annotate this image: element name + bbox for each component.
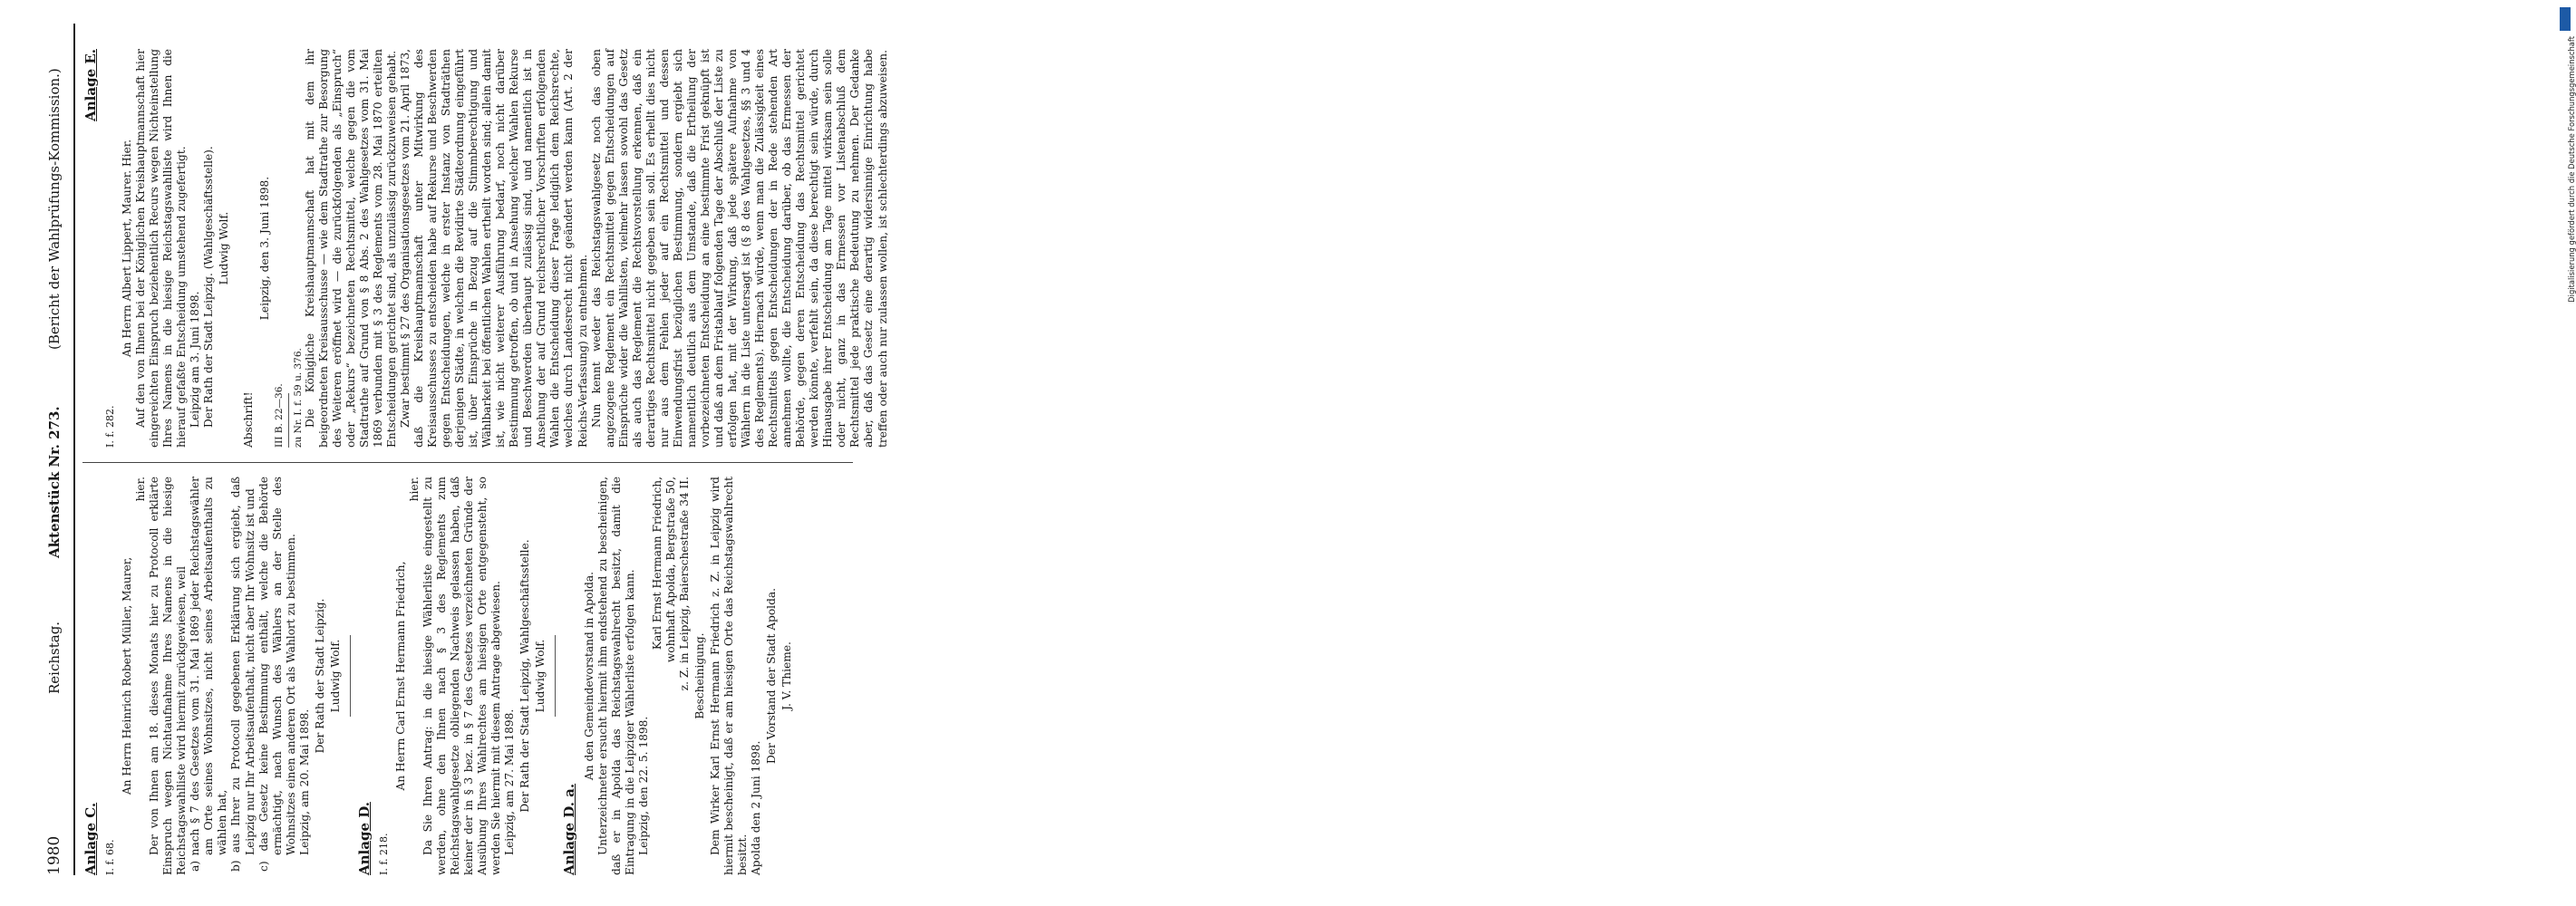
page-number: 1980 <box>45 835 63 875</box>
anlage-d-authority: Der Rath der Stadt Leipzig, Wahlgeschäftsstelle. <box>518 539 532 813</box>
anlage-da-date: Leipzig, den 22. 5. 1898. <box>636 716 650 855</box>
anlage-da <box>563 477 794 875</box>
anlage-e-date: Leipzig am 3. Juni 1898. <box>189 291 202 428</box>
anlage-c-address-place: hier. <box>134 477 148 502</box>
anlage-e <box>84 49 890 448</box>
anlage-e-address: An Herrn Albert Lippert, Maurer. Hier. <box>121 139 134 358</box>
right-column <box>84 49 890 448</box>
anlage-c-signer: Ludwig Wolf. <box>328 639 342 713</box>
anlage-da-title: Anlage D. a. <box>561 783 578 875</box>
anlage-c-body: Der von Ihnen am 18. dieses Monats hier zu Protocoll erklärte Einspruch wegen Nichtaufnahme Ihres Namens in die hiesige Reichstagswahlliste wird hiermit zurückgewiesen, weil <box>148 477 189 875</box>
anlage-d-signer: Ludwig Wolf. <box>534 639 547 713</box>
digitization-credit-strip <box>1276 0 2576 906</box>
anlage-da-cert-title: Bescheinigung. <box>692 632 706 719</box>
anlage-e-paragraph-1: Die Königliche Kreishauptmannschaft hat mit dem ihr beigeordneten Kreisausschusse — wie dem Stadtrathe zur Besorgung des Weiteren eröffnet wird — die zurückfolgenden als „Einspruch“ oder „Rekurs“ bezeichneten Rechtsmittel, welche gegen die vom Stadtrathe auf Grund von § 8 Abs. 2 des Wahlgesetzes vom 31. Mai 1869 verbunden mit § 3 des Reglements vom 28. Mai 1870 erteilten Entscheidungen gerichtet sind, als unzulässig zurückzuweisen gehabt. <box>303 49 398 448</box>
anlage-da-signer-3: z. Z. in Leipzig, Baierschestraße 34 II. <box>677 477 691 691</box>
anlage-e-ref-2: III B. 22—36. <box>273 383 285 448</box>
anlage-d-address-place: hier. <box>407 477 421 502</box>
anlage-c-authority: Der Rath der Stadt Leipzig. <box>313 598 326 754</box>
anlage-c-item-c: c) das Gesetz keine Bestimmung enthält, welche die Behörde ermächtigt, nach Wunsch des Wählers an der Stelle des Wohnsitzes einen anderen Ort als Wahlort zu bestimmen. <box>257 477 297 872</box>
section-rule <box>555 635 556 717</box>
column-divider <box>82 462 853 463</box>
document-subject: (Bericht der Wahlprüfungs-Kommission.) <box>46 68 63 350</box>
anlage-da-cert-authority: Der Vorstand der Stadt Apolda. <box>765 587 779 765</box>
anlage-d-date: Leipzig, am 27. Mai 1898. <box>503 708 517 855</box>
anlage-c-title: Anlage C. <box>82 802 99 875</box>
anlage-d-title: Anlage D. <box>355 802 373 875</box>
document-number: Aktenstück Nr. 273. <box>46 406 63 558</box>
anlage-c <box>84 477 351 875</box>
anlage-c-date: Leipzig, am 20. Mai 1898. <box>297 708 311 855</box>
anlage-e-paragraph-3: Nun kennt weder das Reichstagswahlgesetz noch das oben angezogene Reglement ein Rechtsmittel gegen Entscheidungen auf Einsprüche wider die Wahllisten, vielmehr lassen sowohl das Gesetz als auch das Reglement die Rechtsvorstellung erkennen, daß ein derartiges Rechtsmittel nicht gegeben sein soll. Es erhellt dies nicht nur aus dem Fehlen jeder auf ein Rechtsmittel und dessen Einwendungsfrist bezüglichen Bestimmung, sondern ergiebt sich namentlich deutlich aus dem Umstande, daß die Ertheilung der vorbezeichneten Entscheidung an eine bestimmte Frist geknüpft ist und daß an dem Fristablauf folgenden Tage der Abschluß der Liste zu erfolgen hat, mit der Wirkung, daß jede spätere Aufnahme von Wählern in die Liste untersagt ist (§ 8 des Wahlgesetzes, §§ 3 und 4 des Reglements). Hiernach würde, wenn man die Zulässigkeit eines Rechtsmittels gegen Entscheidungen der in Rede stehenden Art annehmen wollte, die Entscheidung darüber, ob das Ermessen der Behörde, gegen deren Entscheidung das Rechtsmittel gerichtet werden könnte, verfehlt sein, da diese berechtigt sein würde, durch Hinausgabe ihrer Entscheidung am Tage mittel wirksam sein solle oder nicht, ganz in das Ermessen vor Listenabschluß dem Rechtsmittel jede praktische Bedeutung zu nehmen. Der Gedanke aber, daß das Gesetz eine derartig widersinnige Einrichtung habe treffen oder auch nur zulassen wollen, ist schlechterdings abzuweisen. <box>589 49 889 448</box>
anlage-da-cert-body: Dem Wirker Karl Ernst Hermann Friedrich z. Z. in Leipzig wird hiermit bescheinigt, daß er am hiesigen Orte das Reichstagswahlrecht besitzt. <box>708 477 750 875</box>
anlage-e-ref: I. f. 282. <box>104 405 117 448</box>
anlage-e-paragraph-2: Zwar bestimmt § 27 des Organisationsgesetzes vom 21. April 1873, daß die Kreishauptmannschaft unter Mitwirkung des Kreisausschusses zu entscheiden habe auf Rekurse und Beschwerden gegen Entscheidungen, welche in erster Instanz von Stadträthen derjenigen Städte, in welchen die Revidirte Städteordnung eingeführt ist, über Einsprüche in Bezug auf die Stimmberechtigung und Wählbarkeit bei öffentlichen Wahlen ertheilt worden sind; allein damit ist, wie nicht weiterer Ausführung bedarf, noch nicht darüber Bestimmung getroffen, ob und in Ansehung welcher Wahlen Rekurse und Beschwerden überhaupt zulässig sind, und namentlich ist in Ansehung der auf Grund reichsrechtlicher Vorschriften erfolgenden Wahlen die Entscheidung dieser Frage lediglich dem Reichsrechte, welches durch Landesrecht nicht geändert werden kann (Art. 2 der Reichs-Verfassung) zu entnehmen. <box>398 49 589 448</box>
anlage-e-signer: Ludwig Wolf. <box>218 211 231 285</box>
anlage-da-signer-1: Karl Ernst Hermann Friedrich, <box>650 477 663 651</box>
anlage-d-address: An Herrn Carl Ernst Hermann Friedrich, <box>393 561 407 791</box>
anlage-da-cert-signer: J. V. Thieme. <box>780 641 794 710</box>
anlage-c-address: An Herrn Heinrich Robert Müller, Maurer, <box>121 556 134 795</box>
anlage-d <box>355 477 557 875</box>
anlage-da-address: An den Gemeindevorstand in Apolda. <box>582 571 596 781</box>
anlage-e-title: Anlage E. <box>82 49 99 121</box>
page-header <box>43 24 73 875</box>
anlage-e-date-2: Leipzig, den 3. Juni 1898. <box>257 176 271 321</box>
anlage-c-item-b: b) aus Ihrer zu Protocoll gegebenen Erklärung sich ergiebt, daß Leipzig nur Ihr Arbeitsaufenthalt, nicht aber Ihr Wohnsitz ist und <box>229 477 257 872</box>
dfg-logo <box>2560 7 2571 31</box>
anlage-e-authority: Der Rath der Stadt Leipzig. (Wahlgeschäftsstelle). <box>202 146 216 428</box>
left-column <box>84 477 796 875</box>
header-divider <box>73 24 75 875</box>
footnote-rule <box>288 393 289 448</box>
anlage-c-item-a: a) nach § 7 des Gesetzes vom 31. Mai 1869 jeder Reichstagswähler am Orte seines Wohnsitzes, nicht seines Arbeitsaufenthalts zu wählen hat, <box>189 477 229 872</box>
journal-title: Reichstag. <box>46 621 63 694</box>
anlage-da-signer-2: wohnhaft Apolda, Bergstraße 50, <box>663 477 677 663</box>
anlage-d-body: Da Sie Ihren Antrag: in die hiesige Wählerliste eingestellt zu werden, ohne den Ihnen nach § 3 des Reglements zum Reichstagswahlgesetze obliegenden Nachweis gelassen haben, daß keiner der in § 3 bez. in § 7 des Gesetzes verzeichneten Gründe der Ausübung Ihres Wahlrechtes am hiesigen Orte entgegensteht, so werden Sie hiermit mit diesem Antrage abgewiesen. <box>421 477 503 875</box>
anlage-e-abschrift: Abschrift! <box>242 391 256 448</box>
anlage-e-body: Auf den von Ihnen bei der Königlichen Kreishauptmannschaft hier eingereichten Einspruch beziehentlich Recurs wegen Nichteinstellung Ihres Namens in die hiesige Reichstagswahlliste wird Ihnen die hierauf gefaßte Entscheidung umstehend zugefertigt. <box>134 49 189 448</box>
digitization-credit: Digitalisierung gefördert durch die Deutsche Forschungsgemeinschaft <box>2567 36 2576 303</box>
anlage-da-body: Unterzeichneter ersucht hiermit ihm endstehend zu bescheinigen, daß er in Apolda das Reichstagswahlrecht besitzt, damit die Eintragung in die Leipziger Wählerliste erfolgen kann. <box>596 477 636 875</box>
anlage-e-footnote: zu Nr. I. f. 59 u. 376. <box>292 348 304 448</box>
section-rule <box>350 635 351 717</box>
anlage-da-cert-date: Apolda den 2 Juni 1898. <box>750 740 763 875</box>
rotated-page-content <box>43 24 1268 875</box>
anlage-d-ref: I. f. 218. <box>377 833 390 875</box>
anlage-c-ref: I. f. 68. <box>104 839 117 875</box>
